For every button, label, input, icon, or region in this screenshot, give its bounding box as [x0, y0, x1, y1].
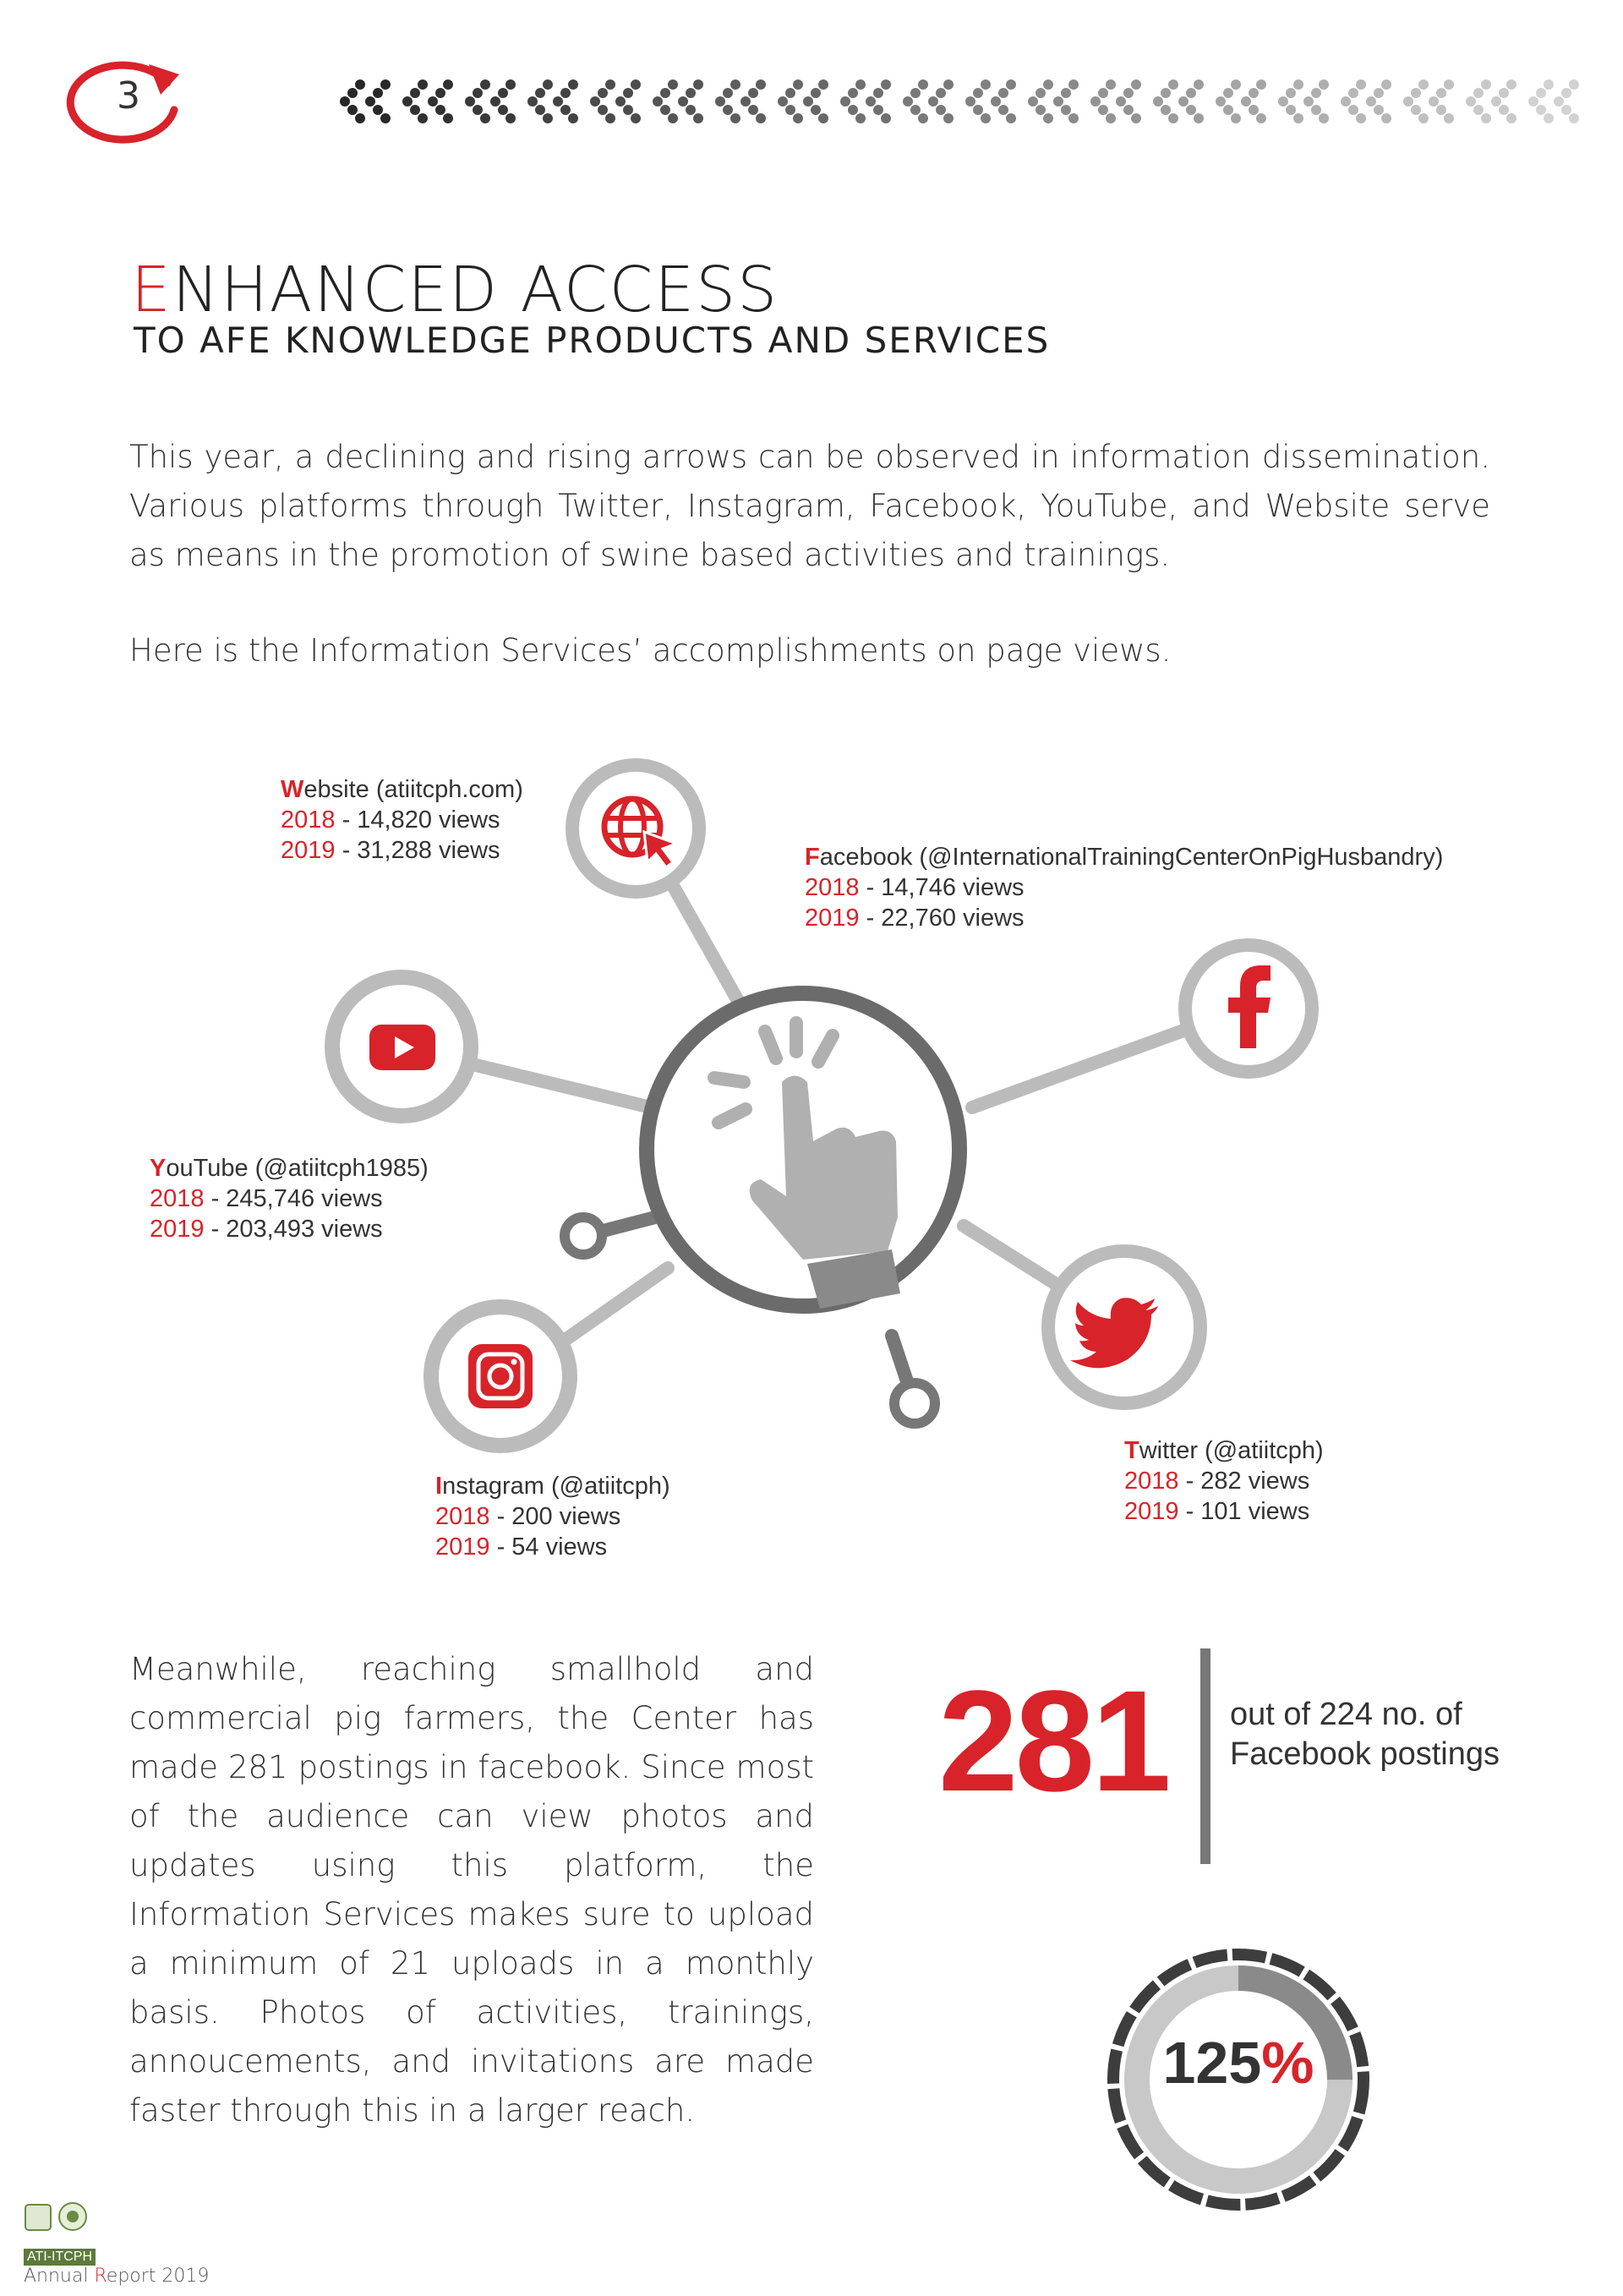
- chevron-dot: [1106, 79, 1116, 90]
- chevron-dot: [723, 105, 733, 115]
- facebook-postings-paragraph: Meanwhile, reaching smallhold and commercial pig farmers, the Center has made 281 postings in facebook. Since most of the audience can view photos and updates using this platform, the Information Services makes sure to upload a minimum of 21 uploads in a monthly basis. Photos of activities, trainings, annoucements, and invitations are made faster through this in a larger reach.: [129, 1651, 814, 2129]
- chevron-dot: [1418, 113, 1429, 123]
- chevron-dot: [1286, 88, 1296, 98]
- instagram-views-2019: - 54 views: [489, 1533, 608, 1561]
- chevron-dot: [998, 88, 1008, 98]
- chevron-dot: [1544, 79, 1554, 90]
- chevron-dot: [1090, 96, 1101, 107]
- chevron-dot: [910, 105, 921, 115]
- chevron-dot: [1499, 88, 1509, 98]
- chevron-dot: [1293, 79, 1303, 90]
- chevron-dot: [535, 88, 545, 98]
- chevron-dot: [1131, 79, 1141, 90]
- chevron-dot: [1161, 105, 1171, 115]
- facebook-name: acebook (@InternationalTrainingCenterOnPigHusbandry): [819, 844, 1444, 871]
- chevron-dot: [498, 105, 508, 115]
- chevron-dot: [428, 96, 438, 107]
- chevron-dot: [473, 88, 483, 98]
- chevron-dot: [991, 96, 1001, 107]
- chevron-dot: [1043, 79, 1053, 90]
- chevron-dot: [1231, 79, 1241, 90]
- chevron-dot: [1436, 105, 1446, 115]
- chevron-dot: [873, 105, 883, 115]
- chevron-dot: [1499, 105, 1509, 115]
- chevron-dot: [1216, 96, 1226, 107]
- youtube-views-2018: - 245,746 views: [204, 1185, 383, 1212]
- chevron-dot: [598, 88, 608, 98]
- twitter-views-2018: - 282 views: [1178, 1468, 1310, 1495]
- chevron-dot: [1249, 88, 1259, 98]
- page-subtitle: TO AFE KNOWLEDGE PRODUCTS AND SERVICES: [134, 320, 1051, 361]
- footer-report-initial: R: [94, 2266, 107, 2287]
- chevron-dot: [668, 113, 678, 123]
- chevron-dot: [373, 88, 383, 98]
- chevron-dot: [1311, 88, 1321, 98]
- facebook-initial: F: [805, 844, 820, 871]
- chevron-dot: [435, 105, 445, 115]
- chevron-dot: [686, 105, 696, 115]
- chevron-dot: [490, 96, 500, 107]
- chevron-dot: [1319, 79, 1329, 90]
- chevron-dot: [1366, 96, 1376, 107]
- chevron-dot: [660, 88, 670, 98]
- chevron-dot: [498, 88, 508, 98]
- gauge-percentage: [1099, 2029, 1378, 2096]
- chevron-dot: [418, 113, 428, 123]
- chevron-dot: [866, 96, 876, 107]
- chevron-dot: [1348, 105, 1358, 115]
- chevron-dot: [1561, 105, 1571, 115]
- chevron-dot: [1256, 79, 1266, 90]
- gauge-value: 125: [1162, 2030, 1262, 2096]
- chevron-dot: [1186, 88, 1196, 98]
- chevron-dot: [605, 113, 615, 123]
- chevron-dot: [881, 79, 891, 90]
- chevron-dot: [1123, 105, 1134, 115]
- chevron-dot: [1536, 88, 1546, 98]
- twitter-name: witter (@atiitcph): [1139, 1437, 1324, 1464]
- instagram-icon: [468, 1344, 533, 1408]
- chevron-dot: [785, 105, 795, 115]
- chevron-dot: [1506, 113, 1516, 123]
- chevron-dot: [1403, 96, 1413, 107]
- chevron-dot: [715, 96, 725, 107]
- chevron-dot: [756, 113, 766, 123]
- chevron-dot: [435, 88, 445, 98]
- chevron-dot: [910, 88, 921, 98]
- youtube-icon: [369, 1025, 435, 1070]
- chevron-dot: [480, 79, 490, 90]
- youtube-label: [150, 1153, 429, 1244]
- chevron-dot: [347, 105, 358, 115]
- chevron-dot: [793, 113, 803, 123]
- instagram-initial: I: [435, 1473, 443, 1500]
- chevron-dot: [756, 79, 766, 90]
- chevron-dot: [1231, 113, 1241, 123]
- chevron-dot: [1444, 113, 1454, 123]
- chevron-dot: [1061, 105, 1071, 115]
- chevron-dot: [1194, 113, 1204, 123]
- chevron-dot: [818, 79, 828, 90]
- chevron-dot: [1303, 96, 1314, 107]
- intro-lead-in: Here is the Information Services’ accomplishments on page views.: [129, 632, 1172, 669]
- chevron-dot: [811, 105, 821, 115]
- chevron-dot: [1418, 79, 1429, 90]
- twitter-initial: T: [1124, 1437, 1139, 1464]
- footer-report-rest: eport 2019: [106, 2266, 210, 2287]
- chevron-dot: [918, 113, 928, 123]
- chevron-dot: [443, 79, 453, 90]
- chevron-dot: [803, 96, 813, 107]
- chevron-dot: [693, 79, 703, 90]
- chevron-dot: [615, 96, 626, 107]
- chevron-dot: [355, 79, 365, 90]
- chevron-dot: [1381, 113, 1391, 123]
- chevron-dot: [973, 88, 983, 98]
- chevron-dot: [965, 96, 975, 107]
- chevron-dot: [623, 88, 633, 98]
- chevron-dot: [1356, 113, 1366, 123]
- chevron-dot: [473, 105, 483, 115]
- chevron-dot: [981, 79, 991, 90]
- chevron-dot: [568, 113, 578, 123]
- website-initial: W: [281, 776, 304, 803]
- chevron-dot: [527, 96, 538, 107]
- chevron-dot: [1161, 88, 1171, 98]
- chevron-dot: [748, 105, 758, 115]
- chevron-dot: [1528, 96, 1538, 107]
- chevron-dot: [1194, 79, 1204, 90]
- chevron-dot: [1068, 79, 1079, 90]
- chevron-dot: [543, 79, 553, 90]
- chevron-dot: [1116, 96, 1126, 107]
- chevron-dot: [873, 88, 883, 98]
- chevron-dot: [560, 105, 571, 115]
- gauge-symbol: %: [1261, 2030, 1314, 2096]
- website-views-2018: - 14,820 views: [335, 806, 500, 834]
- chevron-dot: [840, 96, 850, 107]
- chevron-dot: [1043, 113, 1053, 123]
- facebook-views-2019: - 22,760 views: [859, 905, 1025, 932]
- chevron-dot: [981, 113, 991, 123]
- chevron-dot: [1491, 96, 1501, 107]
- chevron-dot: [936, 105, 946, 115]
- chevron-dot: [410, 105, 420, 115]
- chevron-dot: [943, 79, 954, 90]
- chevron-dot: [1473, 105, 1484, 115]
- chevron-dot: [465, 96, 475, 107]
- chevron-dot: [1068, 113, 1079, 123]
- chevron-dot: [1223, 105, 1233, 115]
- chevron-dot: [1506, 79, 1516, 90]
- chevron-dot: [693, 113, 703, 123]
- chevron-dot: [505, 79, 516, 90]
- twitter-views-2019: - 101 views: [1178, 1498, 1310, 1525]
- chevron-dot: [653, 96, 663, 107]
- chevron-dot: [848, 105, 858, 115]
- chevron-dot: [410, 88, 420, 98]
- website-year-2018: 2018: [281, 806, 336, 834]
- title-rest: NHANCED ACCESS: [172, 254, 779, 326]
- chevron-dot: [811, 88, 821, 98]
- chevron-dot: [686, 88, 696, 98]
- chevron-dot: [1341, 96, 1351, 107]
- chevron-dot: [1319, 113, 1329, 123]
- chevron-dot: [928, 96, 938, 107]
- chevron-dot: [1286, 105, 1296, 115]
- facebook-label: [805, 842, 1443, 933]
- youtube-year-2019: 2019: [150, 1216, 205, 1243]
- chevron-dot: [347, 88, 358, 98]
- chevron-dot: [340, 96, 350, 107]
- chevron-dot: [1006, 113, 1016, 123]
- chevron-dot: [443, 113, 453, 123]
- chevron-dot: [1481, 79, 1491, 90]
- chevron-dot: [785, 88, 795, 98]
- chevron-dot: [1036, 105, 1046, 115]
- chevron-dot: [1006, 79, 1016, 90]
- chevron-dot: [1374, 88, 1384, 98]
- chevron-dot: [1028, 96, 1038, 107]
- chevron-dot: [631, 79, 641, 90]
- small-node-left: [565, 1217, 602, 1255]
- instagram-year-2019: 2019: [435, 1533, 490, 1561]
- stat-divider: [1200, 1648, 1210, 1864]
- chevron-dot: [1569, 79, 1579, 90]
- chevron-dot: [1348, 88, 1358, 98]
- chevron-dot: [380, 79, 391, 90]
- chevron-dot: [543, 113, 553, 123]
- chevron-dot: [1178, 96, 1189, 107]
- chevron-dot: [678, 96, 688, 107]
- chevron-dot: [881, 113, 891, 123]
- chevron-dot: [723, 88, 733, 98]
- facebook-year-2019: 2019: [805, 905, 860, 932]
- chevron-dot: [730, 113, 740, 123]
- chevron-dot: [778, 96, 788, 107]
- chevron-dot: [1168, 79, 1178, 90]
- chevron-dot: [1131, 113, 1141, 123]
- chevron-dot: [505, 113, 516, 123]
- chevron-dot: [1473, 88, 1484, 98]
- chevron-dot: [1429, 96, 1439, 107]
- chevron-dot: [535, 105, 545, 115]
- chevron-dot: [1356, 79, 1366, 90]
- chevron-dot: [1293, 113, 1303, 123]
- facebook-year-2018: 2018: [805, 874, 860, 901]
- chevron-dot: [1241, 96, 1251, 107]
- chevron-dot: [1411, 105, 1421, 115]
- chevron-dot: [1036, 88, 1046, 98]
- chevron-dot: [1569, 113, 1579, 123]
- chevron-dot: [740, 96, 751, 107]
- chevron-dot: [355, 113, 365, 123]
- chevron-dot: [1061, 88, 1071, 98]
- chevron-dot: [818, 113, 828, 123]
- chevron-dot: [1106, 113, 1116, 123]
- website-year-2019: 2019: [281, 837, 336, 864]
- twitter-year-2018: 2018: [1124, 1468, 1179, 1495]
- chevron-dot: [380, 113, 391, 123]
- chevron-dot: [631, 113, 641, 123]
- chevron-dot: [1311, 105, 1321, 115]
- chevron-dot: [1256, 113, 1266, 123]
- footer-report-title: [24, 2266, 209, 2287]
- chevron-dot: [402, 96, 413, 107]
- page-title: [131, 254, 779, 326]
- chevron-dot: [998, 105, 1008, 115]
- chevron-dot: [660, 105, 670, 115]
- chevron-dot: [855, 79, 866, 90]
- chevron-dot: [936, 88, 946, 98]
- chevron-dot: [1536, 105, 1546, 115]
- chevron-dot: [1153, 96, 1163, 107]
- instagram-views-2018: - 200 views: [489, 1503, 621, 1530]
- chevron-dot: [418, 79, 428, 90]
- chevron-dot: [1554, 96, 1564, 107]
- youtube-views-2019: - 203,493 views: [204, 1216, 383, 1243]
- chevron-dot: [943, 113, 954, 123]
- facebook-views-2018: - 14,746 views: [859, 874, 1025, 901]
- youtube-year-2018: 2018: [150, 1185, 205, 1212]
- chevron-dot: [973, 105, 983, 115]
- chevron-dot: [1444, 79, 1454, 90]
- website-name: ebsite (atiitcph.com): [303, 776, 523, 803]
- chevron-dot: [1436, 88, 1446, 98]
- twitter-label: [1124, 1435, 1324, 1527]
- chevron-dot: [1223, 88, 1233, 98]
- chevron-dot: [1561, 88, 1571, 98]
- chevron-dot: [848, 88, 858, 98]
- website-node: [572, 765, 699, 892]
- website-views-2019: - 31,288 views: [335, 837, 500, 864]
- chevron-dot: [903, 96, 913, 107]
- footer-report-word: Annual: [24, 2266, 95, 2287]
- chevron-dot: [1053, 96, 1063, 107]
- chevron-dot: [1374, 105, 1384, 115]
- chevron-dot: [590, 96, 600, 107]
- chevron-row-decoration: [338, 59, 1589, 144]
- chevron-dot: [605, 79, 615, 90]
- chevron-dot: [1466, 96, 1476, 107]
- instagram-year-2018: 2018: [435, 1503, 490, 1530]
- chevron-dot: [1186, 105, 1196, 115]
- chevron-dot: [1278, 96, 1288, 107]
- website-label: [281, 774, 523, 866]
- chevron-dot: [560, 88, 571, 98]
- chevron-dot: [1098, 105, 1108, 115]
- chevron-dot: [598, 105, 608, 115]
- twitter-year-2019: 2019: [1124, 1498, 1179, 1525]
- page-number: 3: [117, 74, 140, 118]
- chevron-dot: [568, 79, 578, 90]
- chevron-dot: [365, 96, 375, 107]
- chevron-dot: [1381, 79, 1391, 90]
- youtube-name: ouTube (@atiitcph1985): [166, 1155, 429, 1182]
- instagram-label: [435, 1471, 670, 1562]
- chevron-dot: [1123, 88, 1134, 98]
- instagram-name: nstagram (@atiitcph): [442, 1473, 670, 1500]
- chevron-dot: [1481, 113, 1491, 123]
- title-initial: E: [131, 254, 172, 326]
- footer-logos: [24, 2198, 91, 2240]
- youtube-initial: Y: [150, 1155, 167, 1182]
- chevron-dot: [668, 79, 678, 90]
- chevron-dot: [918, 79, 928, 90]
- chevron-dot: [793, 79, 803, 90]
- chevron-dot: [623, 105, 633, 115]
- chevron-dot: [1544, 113, 1554, 123]
- chevron-dot: [373, 105, 383, 115]
- chevron-dot: [553, 96, 563, 107]
- postings-description: out of 224 no. of Facebook postings: [1230, 1697, 1500, 1772]
- chevron-dot: [748, 88, 758, 98]
- small-node-bottom: [894, 1383, 935, 1424]
- chevron-dot: [1098, 88, 1108, 98]
- intro-paragraph: This year, a declining and rising arrows can be observed in information dissemination. Various platforms through Twitter, Instagram, Facebook, YouTube, and Website serve as means in the promotion of swine based activities and trainings.: [129, 439, 1490, 573]
- chevron-dot: [730, 79, 740, 90]
- chevron-dot: [855, 113, 866, 123]
- postings-count: 281: [938, 1661, 1168, 1822]
- footer-org-name: ATI-ITCPH: [24, 2249, 96, 2266]
- chevron-dot: [1168, 113, 1178, 123]
- chevron-dot: [1249, 105, 1259, 115]
- chevron-dot: [1411, 88, 1421, 98]
- chevron-dot: [480, 113, 490, 123]
